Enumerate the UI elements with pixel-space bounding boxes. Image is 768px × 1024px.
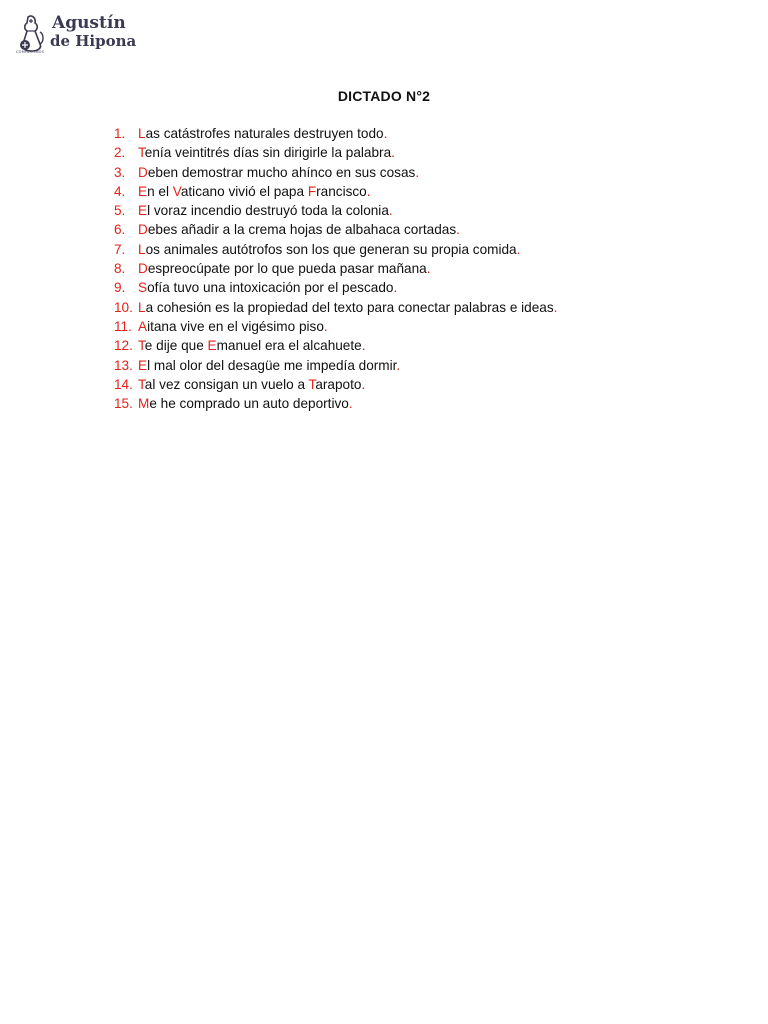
highlighted-letter: . [391, 145, 395, 161]
school-name-line1: Agustín [52, 13, 126, 33]
highlighted-letter: . [388, 203, 393, 219]
item-number: 6. [114, 222, 126, 238]
highlighted-letter: L [138, 126, 146, 141]
school-name [50, 14, 136, 50]
item-number: 12. [114, 338, 133, 354]
dictation-item [114, 240, 557, 259]
highlighted-letter: L [138, 241, 146, 257]
item-sentence [138, 358, 400, 373]
dictation-item [114, 317, 557, 336]
sentence-text: al vez consigan un vuelo a [144, 376, 309, 392]
dictation-item [114, 220, 557, 239]
item-number: 13. [114, 357, 133, 373]
highlighted-letter: D [138, 164, 148, 180]
highlighted-letter: . [366, 183, 371, 199]
highlighted-letter: E [138, 203, 148, 219]
highlighted-letter: . [415, 164, 420, 180]
dictation-item [114, 201, 557, 220]
highlighted-letter: . [383, 126, 388, 141]
highlighted-letter: T [138, 376, 145, 392]
school-name-line2: de Hipona [50, 32, 137, 50]
dictation-item [114, 124, 557, 143]
highlighted-letter: M [138, 396, 150, 412]
item-sentence [138, 280, 397, 295]
sentence-text: l mal olor del desagüe me impedía dormir [147, 357, 397, 373]
sentence-text: e dije que [144, 338, 208, 354]
highlighted-letter: E [138, 357, 148, 373]
item-sentence [138, 319, 328, 334]
highlighted-letter: E [138, 183, 148, 199]
dictation-list [114, 124, 557, 413]
sentence-text: as catástrofes naturales destruyen todo [145, 126, 384, 141]
highlighted-letter: E [207, 338, 217, 354]
sentence-text: os animales autótrofos son los que generan su propia comida [145, 241, 517, 257]
item-number: 5. [114, 203, 126, 219]
highlighted-letter: . [393, 280, 398, 296]
sentence-text: aticano vivió el papa [180, 183, 308, 199]
highlighted-letter: . [456, 222, 460, 238]
dictation-item [114, 143, 557, 162]
highlighted-letter: . [323, 318, 328, 334]
highlighted-letter: . [516, 241, 521, 257]
bishop-mitre-icon [16, 14, 48, 54]
item-number: 8. [114, 261, 126, 277]
item-number: 2. [114, 145, 126, 161]
school-tagline: COMPARTIMOS [16, 50, 45, 54]
item-number: 10. [114, 299, 133, 315]
item-sentence [138, 145, 395, 160]
dictation-item [114, 259, 557, 278]
dictation-item [114, 298, 557, 317]
page-title: DICTADO N°2 [337, 88, 431, 104]
highlighted-letter: . [348, 396, 353, 412]
item-number: 14. [114, 376, 133, 392]
item-number: 1. [114, 126, 126, 141]
highlighted-letter: . [553, 299, 558, 315]
dictation-item [114, 375, 557, 394]
highlighted-letter: D [138, 261, 148, 277]
sentence-text: eben demostrar mucho ahínco en sus cosas [147, 164, 416, 180]
sentence-text: itana vive en el vigésimo piso [147, 318, 324, 334]
item-sentence [138, 165, 419, 180]
item-sentence [138, 222, 460, 237]
item-sentence [138, 396, 353, 411]
highlighted-letter: . [361, 338, 366, 354]
highlighted-letter: T [138, 338, 145, 354]
item-number: 7. [114, 241, 126, 257]
sentence-text: arapoto [315, 376, 362, 392]
sentence-text: rancisco [316, 183, 367, 199]
item-sentence [138, 261, 431, 276]
school-logo [16, 12, 137, 56]
item-sentence [138, 203, 393, 218]
sentence-text: manuel era el alcahuete [216, 338, 362, 354]
dictation-item [114, 356, 557, 375]
highlighted-letter: . [426, 261, 431, 277]
item-sentence [138, 126, 387, 141]
item-sentence [138, 242, 520, 257]
item-sentence [138, 377, 365, 392]
highlighted-letter: S [138, 280, 148, 296]
item-number: 15. [114, 396, 133, 412]
dictation-item [114, 278, 557, 297]
sentence-text: enía veintitrés días sin dirigirle la palabra [144, 145, 392, 161]
highlighted-letter: V [172, 183, 181, 199]
highlighted-letter: T [308, 376, 316, 392]
highlighted-letter: F [307, 183, 317, 199]
item-number: 3. [114, 164, 126, 180]
sentence-text: ofía tuvo una intoxicación por el pescado [147, 280, 394, 296]
item-sentence [138, 300, 557, 315]
sentence-text: a cohesión es la propiedad del texto para conectar palabras e ideas [145, 299, 554, 315]
dictation-item [114, 394, 557, 413]
item-sentence [138, 184, 371, 199]
sentence-text: l voraz incendio destruyó toda la colonia [147, 203, 389, 219]
highlighted-letter: A [138, 318, 148, 334]
dictation-item [114, 163, 557, 182]
highlighted-letter: D [138, 222, 148, 238]
sentence-text: n el [147, 183, 173, 199]
item-number: 9. [114, 280, 126, 296]
item-sentence [138, 338, 366, 353]
highlighted-letter: T [138, 145, 145, 161]
item-number: 11. [114, 318, 132, 334]
dictation-item [114, 182, 557, 201]
highlighted-letter: . [396, 357, 401, 373]
dictation-item [114, 336, 557, 355]
sentence-text: e he comprado un auto deportivo [149, 396, 349, 412]
highlighted-letter: . [361, 376, 366, 392]
item-number: 4. [114, 183, 126, 199]
highlighted-letter: L [138, 299, 146, 315]
sentence-text: ebes añadir a la crema hojas de albahaca cortadas [147, 222, 457, 238]
sentence-text: espreocúpate por lo que pueda pasar mañana [147, 261, 427, 277]
